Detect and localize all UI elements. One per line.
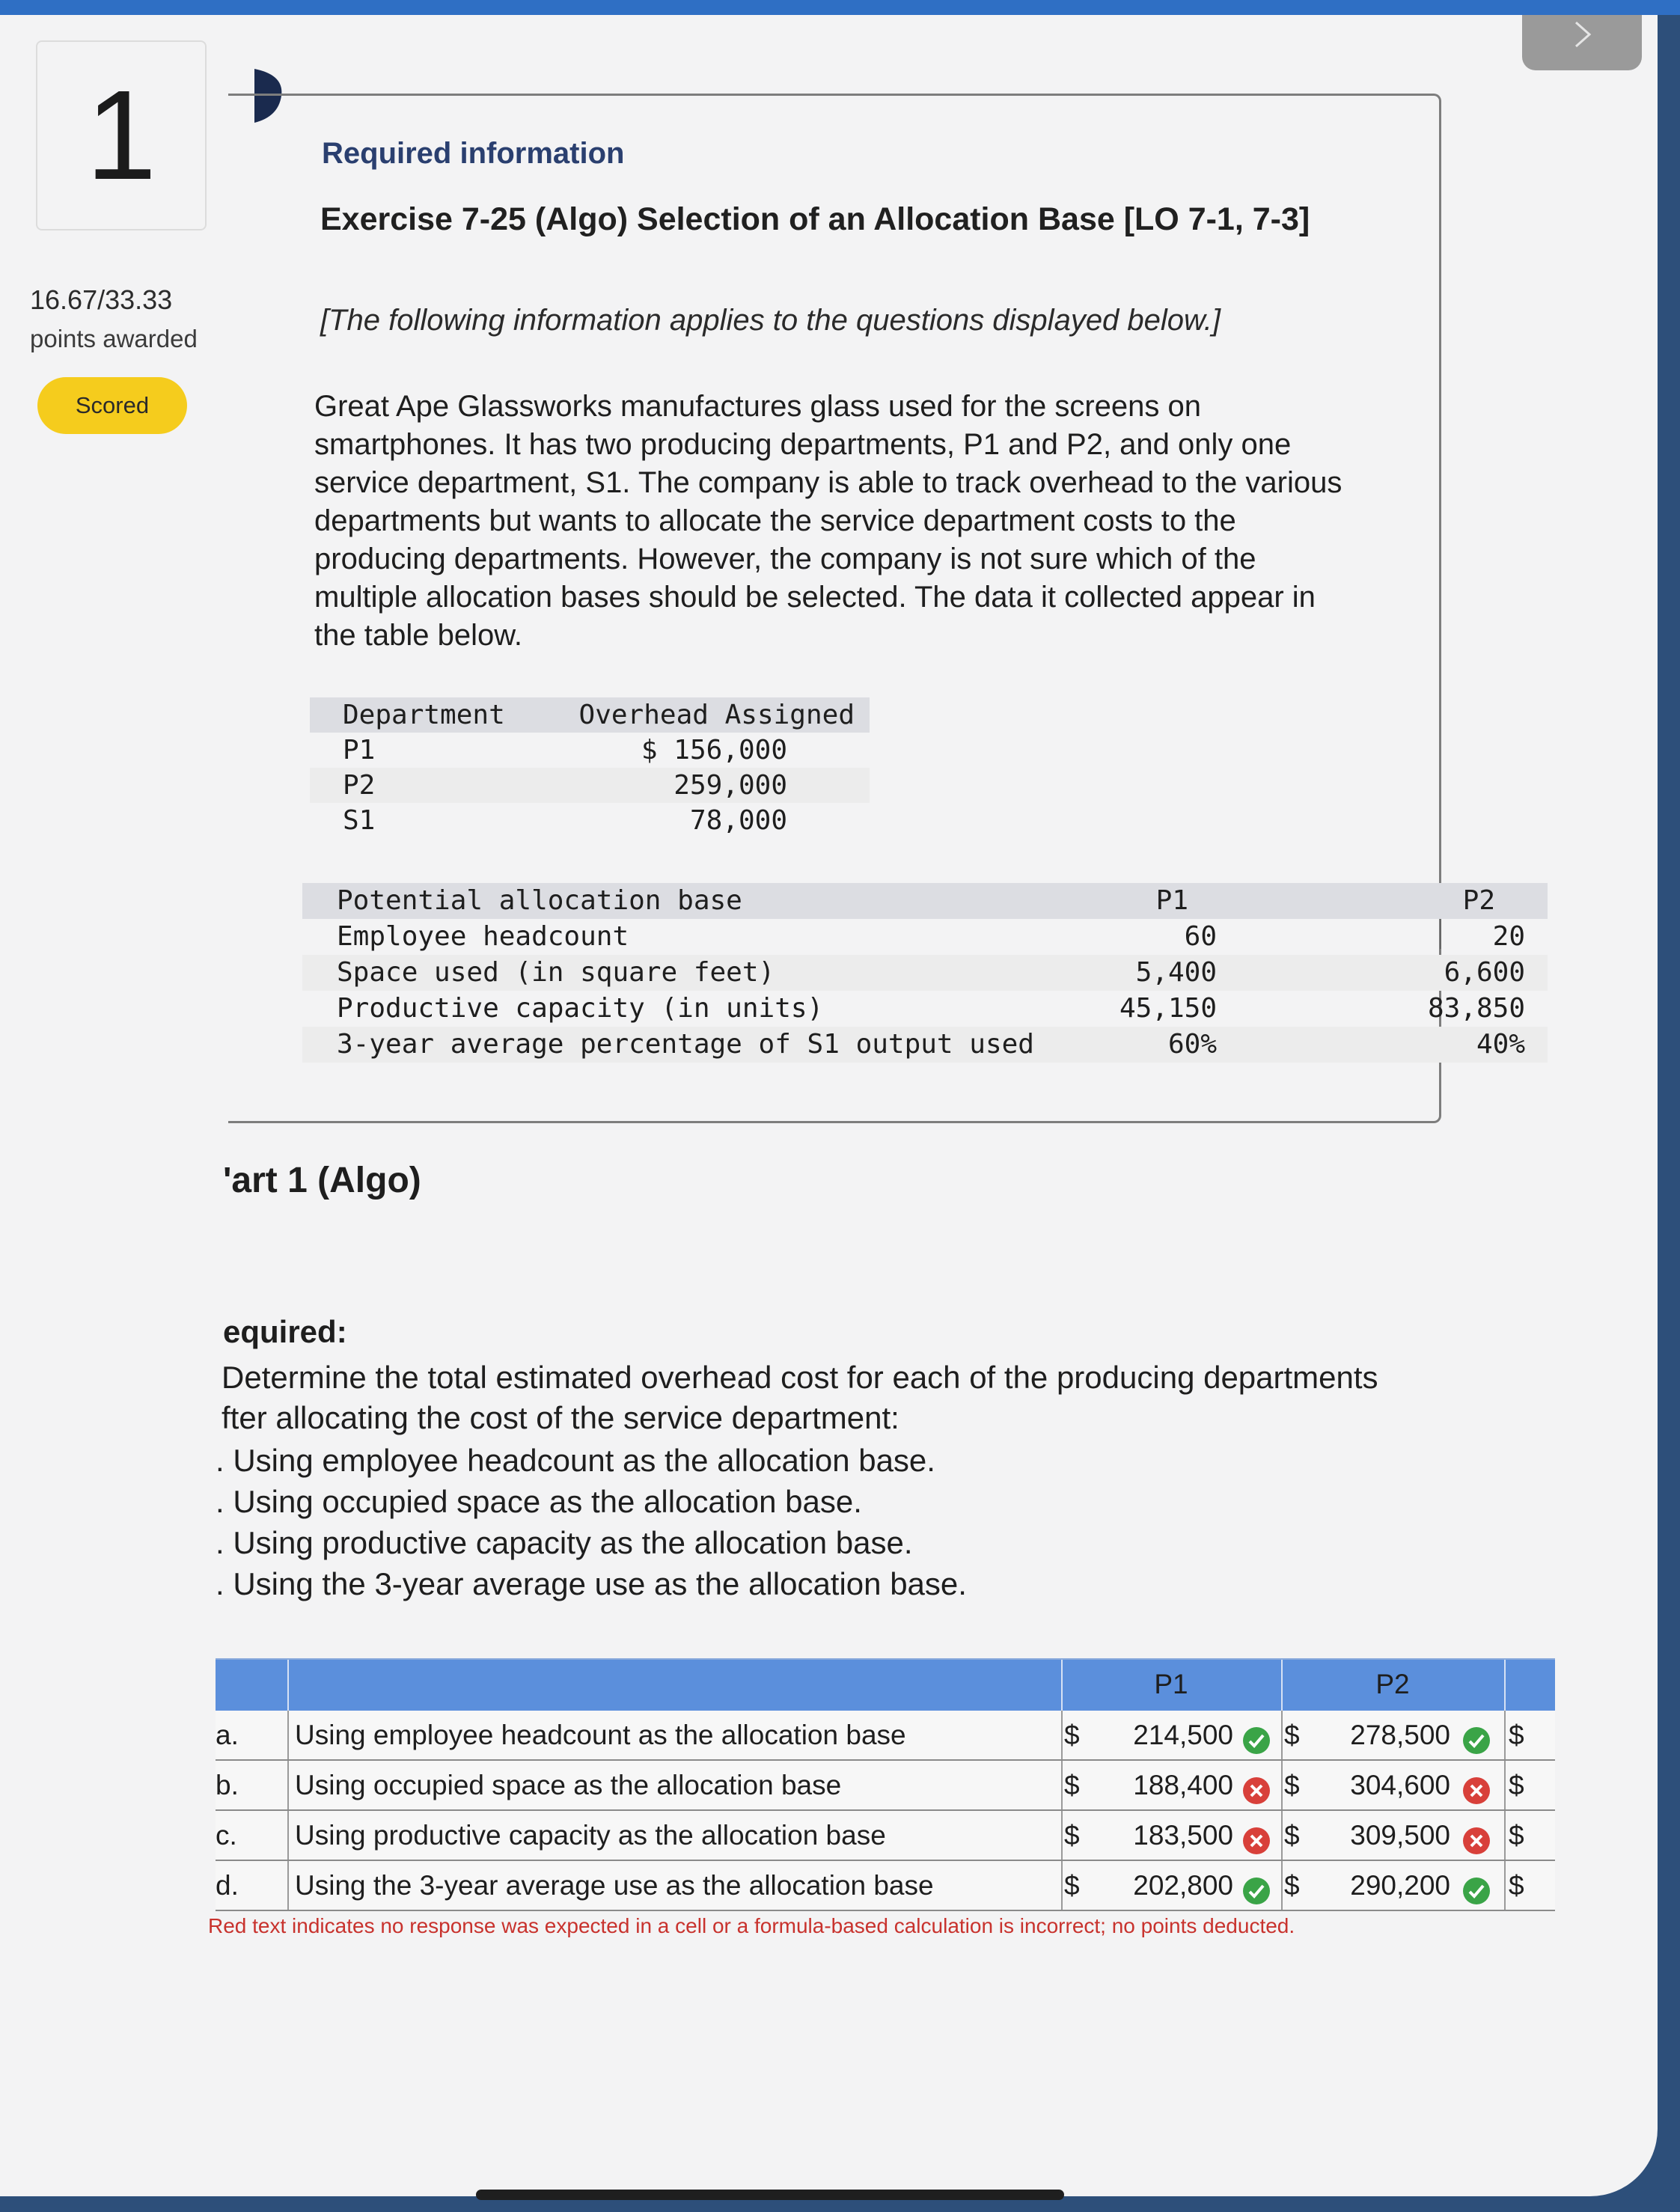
extra-currency: $ [1509, 1820, 1524, 1851]
table-row [302, 919, 1548, 955]
home-indicator [476, 2190, 1064, 2200]
p1-cell: 60% [1167, 1029, 1217, 1060]
top-bar [0, 0, 1680, 15]
required-label: equired: [223, 1314, 347, 1349]
points-label: points awarded [30, 325, 198, 352]
list-item: . Using employee headcount as the allocation base. [216, 1443, 935, 1478]
table-row [310, 803, 870, 838]
points-score: 16.67/33.33 [30, 284, 173, 315]
screen [0, 15, 1658, 2196]
p2-currency: $ [1284, 1820, 1300, 1851]
p1-answer-input[interactable]: 183,500 [1133, 1820, 1233, 1851]
p2-answer-input[interactable]: 278,500 [1350, 1720, 1450, 1750]
extra-currency: $ [1509, 1770, 1524, 1800]
row-description: Using the 3-year average use as the allocation base [295, 1870, 934, 1901]
cell-divider [287, 1711, 289, 1759]
check-icon [1242, 1872, 1271, 1900]
cell-divider [1281, 1761, 1283, 1809]
p2-cell: 83,850 [1427, 993, 1525, 1024]
p1-currency: $ [1064, 1720, 1080, 1750]
part-title: 'art 1 (Algo) [223, 1161, 421, 1200]
row-description: Using productive capacity as the allocation base [295, 1820, 886, 1851]
overhead-cell: 78,000 [689, 805, 787, 836]
cell-divider [1061, 1861, 1063, 1910]
answer-row [216, 1811, 1555, 1861]
header-overhead: Overhead Assigned [578, 700, 855, 730]
p2-cell: 6,600 [1444, 957, 1525, 988]
row-letter: c. [216, 1820, 237, 1851]
cell-divider [1504, 1711, 1506, 1759]
list-item: . Using the 3-year average use as the allocation base. [216, 1566, 967, 1601]
check-icon [1242, 1721, 1271, 1750]
table-row [302, 955, 1548, 991]
exercise-title: Exercise 7-25 (Algo) Selection of an Allocation Base [LO 7-1, 7-3] [320, 201, 1310, 237]
instruction-line: fter allocating the cost of the service department: [222, 1400, 899, 1435]
grading-note: Red text indicates no response was expected in a cell or a formula-based calculation is incorrect; no points deducted. [208, 1914, 1295, 1937]
answer-row [216, 1711, 1555, 1761]
dept-cell: S1 [343, 805, 376, 836]
answer-header-p2: P2 [1375, 1669, 1410, 1699]
header-p2: P2 [1462, 885, 1495, 916]
instruction-line: Determine the total estimated overhead cost for each of the producing departments [222, 1360, 1378, 1395]
cell-divider [1281, 1711, 1283, 1759]
dept-cell: P2 [343, 770, 376, 801]
check-icon [1462, 1872, 1491, 1900]
p2-currency: $ [1284, 1870, 1300, 1901]
p2-currency: $ [1284, 1770, 1300, 1800]
cell-divider [1504, 1811, 1506, 1860]
x-icon [1462, 1821, 1491, 1850]
overhead-table [310, 697, 870, 838]
base-cell: Employee headcount [337, 921, 629, 952]
extra-currency: $ [1509, 1720, 1524, 1750]
p1-cell: 45,150 [1119, 993, 1217, 1024]
p1-currency: $ [1064, 1820, 1080, 1851]
row-letter: d. [216, 1870, 239, 1901]
p2-answer-input[interactable]: 309,500 [1350, 1820, 1450, 1851]
cell-divider [1061, 1761, 1063, 1809]
cell-divider [1504, 1861, 1506, 1910]
p1-cell: 5,400 [1135, 957, 1217, 988]
row-letter: b. [216, 1770, 239, 1800]
p1-cell: 60 [1184, 921, 1217, 952]
cell-divider [287, 1761, 289, 1809]
overhead-cell: 259,000 [673, 770, 787, 801]
table-header-row [310, 697, 870, 733]
header-department: Department [343, 700, 505, 730]
cell-divider [1504, 1761, 1506, 1809]
p1-currency: $ [1064, 1870, 1080, 1901]
question-number-box [36, 40, 207, 230]
cell-divider [1061, 1811, 1063, 1860]
cell-divider [287, 1861, 289, 1910]
answer-table [216, 1658, 1555, 1911]
instructions [222, 1357, 1539, 1438]
cell-divider [1061, 1711, 1063, 1759]
table-row [302, 991, 1548, 1027]
next-question-button[interactable] [1522, 15, 1642, 70]
answer-header-p1: P1 [1154, 1669, 1188, 1699]
list-item: . Using productive capacity as the allocation base. [216, 1525, 913, 1560]
allocation-base-table [302, 883, 1548, 1063]
table-row [302, 1027, 1548, 1063]
intro-text: [The following information applies to the questions displayed below.] [320, 304, 1221, 337]
requirement-list [216, 1440, 967, 1604]
question-number: 1 [85, 64, 157, 207]
check-icon [1462, 1721, 1491, 1750]
base-cell: Space used (in square feet) [337, 957, 775, 988]
table-row [310, 768, 870, 803]
p2-answer-input[interactable]: 290,200 [1350, 1870, 1450, 1901]
header-p1: P1 [1155, 885, 1188, 916]
row-description: Using employee headcount as the allocation base [295, 1720, 906, 1750]
p2-cell: 40% [1476, 1029, 1525, 1060]
answer-header-row [216, 1658, 1555, 1711]
p2-currency: $ [1284, 1720, 1300, 1750]
p1-answer-input[interactable]: 214,500 [1133, 1720, 1233, 1750]
extra-currency: $ [1509, 1870, 1524, 1901]
p1-answer-input[interactable]: 202,800 [1133, 1870, 1233, 1901]
cell-divider [287, 1811, 289, 1860]
overhead-cell: $ 156,000 [641, 735, 787, 766]
cell-divider [1281, 1861, 1283, 1910]
x-icon [1242, 1821, 1271, 1850]
p1-currency: $ [1064, 1770, 1080, 1800]
scored-badge: Scored [37, 377, 187, 434]
required-information-heading: Required information [322, 137, 625, 170]
dept-cell: P1 [343, 735, 376, 766]
row-description: Using occupied space as the allocation base [295, 1770, 842, 1800]
p2-answer-input[interactable]: 304,600 [1350, 1770, 1450, 1800]
row-letter: a. [216, 1720, 239, 1750]
p1-answer-input[interactable]: 188,400 [1133, 1770, 1233, 1800]
base-cell: Productive capacity (in units) [337, 993, 824, 1024]
cell-divider [1281, 1811, 1283, 1860]
problem-paragraph: Great Ape Glassworks manufactures glass used for the screens on smartphones. It has two producing departments, P1 and P2, and only one service department, S1. The company is able to track overhead to the various departments but wants to allocate the service department costs to the producing departments. However, the company is not sure which of the multiple allocation bases should be selected. The data it collected appear in the table below. [314, 390, 1343, 652]
answer-row [216, 1861, 1555, 1911]
table-header-row [302, 883, 1548, 919]
table-row [310, 733, 870, 768]
base-cell: 3-year average percentage of S1 output used [337, 1029, 1034, 1060]
p2-cell: 20 [1492, 921, 1525, 952]
x-icon [1242, 1771, 1271, 1800]
answer-row [216, 1761, 1555, 1811]
x-icon [1462, 1771, 1491, 1800]
list-item: . Using occupied space as the allocation base. [216, 1484, 862, 1519]
header-base: Potential allocation base [337, 885, 742, 916]
chevron-right-icon [1566, 18, 1598, 51]
